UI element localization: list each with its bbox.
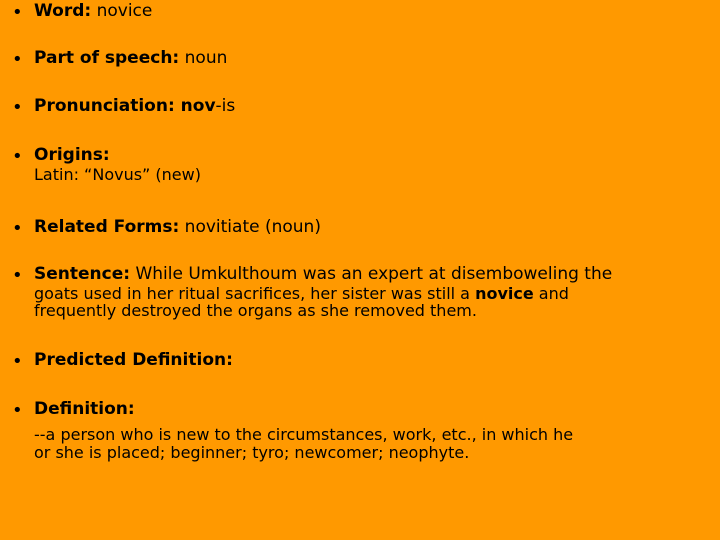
origins-detail: Latin: “Novus” (new) <box>34 165 201 184</box>
bullet: • <box>12 97 23 118</box>
part-of-speech-label: Part of speech: <box>34 48 180 68</box>
related-forms-label: Related Forms: <box>34 217 180 237</box>
predicted-definition-label: Predicted Definition: <box>34 350 233 370</box>
sentence-line-3: frequently destroyed the organs as she removed them. <box>34 301 477 320</box>
definition-text-2: or she is placed; beginner; tyro; newcomer; neophyte. <box>34 443 470 462</box>
part-of-speech-item <box>12 47 702 69</box>
sentence-line-1 <box>34 263 702 285</box>
part-of-speech-line <box>34 47 702 69</box>
definition-line <box>34 398 702 420</box>
sentence-text-2-post: and <box>533 284 569 303</box>
predicted-definition-line <box>34 349 702 371</box>
definition-text-1: --a person who is new to the circumstances, work, etc., in which he <box>34 425 574 444</box>
sentence-highlight-word: novice <box>475 284 534 303</box>
word-line <box>34 0 702 22</box>
bullet: • <box>12 351 23 372</box>
bullet: • <box>12 265 23 286</box>
pronunciation-line <box>34 95 702 117</box>
pronunciation-label: Pronunciation: <box>34 96 175 116</box>
sentence-label: Sentence: <box>34 264 131 284</box>
related-forms-line <box>34 216 702 238</box>
word-item <box>12 0 702 22</box>
word-value: novice <box>91 1 153 21</box>
sentence-text-1: While Umkulthoum was an expert at disemboweling the <box>130 264 613 284</box>
sentence-text-2-pre: goats used in her ritual sacrifices, her sister was still a <box>34 284 476 303</box>
origins-line <box>34 144 702 166</box>
sentence-line-2 <box>34 285 702 302</box>
pronunciation-stress: nov <box>174 96 216 116</box>
origins-item <box>12 144 702 183</box>
bullet: • <box>12 2 23 23</box>
bullet: • <box>12 400 23 421</box>
part-of-speech-value: noun <box>179 48 228 68</box>
pronunciation-item <box>12 95 702 117</box>
origins-label: Origins: <box>34 145 110 165</box>
bullet: • <box>12 146 23 167</box>
bullet: • <box>12 218 23 239</box>
definition-item <box>12 398 702 462</box>
definition-label: Definition: <box>34 399 135 419</box>
pronunciation-rest: -is <box>215 96 236 116</box>
sentence-item <box>12 263 702 319</box>
predicted-definition-item <box>12 349 702 371</box>
related-forms-item <box>12 216 702 238</box>
bullet: • <box>12 49 23 70</box>
related-forms-value: novitiate (noun) <box>179 217 321 237</box>
word-label: Word: <box>34 1 92 21</box>
